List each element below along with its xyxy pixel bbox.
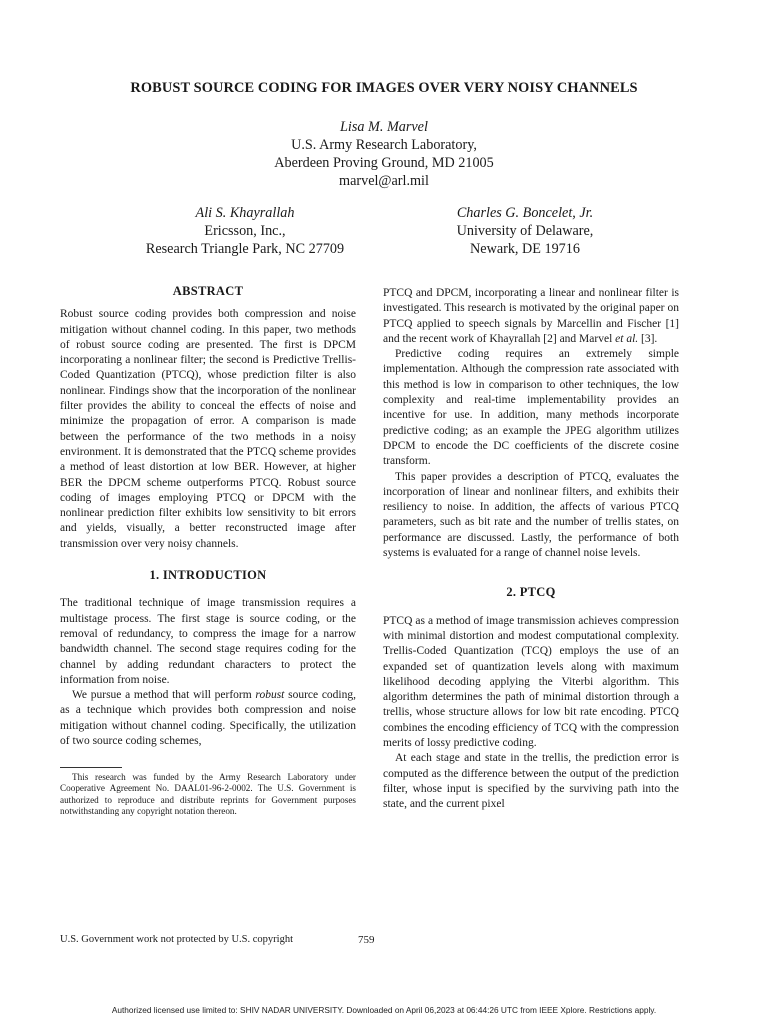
emphasis-robust: robust (255, 689, 285, 702)
author-email: marvel@arl.mil (339, 173, 429, 189)
ptcq-heading: 2. PTCQ (506, 585, 556, 600)
abstract-heading: ABSTRACT (172, 284, 244, 298)
intro-continued-paragraph (383, 286, 679, 347)
author-address: Newark, DE 19716 (470, 241, 580, 257)
intro-paragraph-3: Predictive coding requires an extremely simple implementation. Although the compression rate associated with this method is low in comparison to other techniques, the low complexity and real-time implementability provides an incentive for use. In addition, many methods incorporate predictive coding; as an example the JPEG algorithm utilizes DPCM to encode the DC coefficients of the discrete cosine transform. (383, 348, 679, 468)
author-name: Lisa M. Marvel (340, 119, 428, 135)
license-notice: Authorized licensed use limited to: SHIV NADAR UNIVERSITY. Downloaded on April 06,2023 at 06:44:26 UTC from IEEE Xplore. Restrictions apply. (111, 1005, 657, 1015)
introduction-paragraph-2 (60, 688, 356, 749)
author-name: Charles G. Boncelet, Jr. (456, 205, 594, 221)
author-name: Ali S. Khayrallah (195, 205, 295, 221)
text-span: PTCQ and DPCM, incorporating a linear and nonlinear filter is investigated. This research is motivated by the original paper on PTCQ applied to speech signals by Marcellin and Fischer [1] and the recent work of Khayrallah [2] and Marvel (383, 287, 679, 345)
copyright-notice: U.S. Government work not protected by U.S. copyright (60, 934, 294, 945)
author-address: Research Triangle Park, NC 27709 (145, 241, 345, 257)
footnote-divider (60, 767, 122, 768)
page-number: 759 (358, 934, 375, 946)
ptcq-paragraph-2: At each stage and state in the trellis, the prediction error is computed as the difference between the output of the prediction filter, whose input is specified by the surviving path into the state, and the current pixel (383, 752, 679, 811)
introduction-paragraph-1: The traditional technique of image transmission requires a multistage process. The first stage is source coding, or the removal of redundancy, to compress the image for a narrow bandwidth channel. The second stage requires coding for the channel by adding redundant characters to protect the information from noise. (60, 597, 356, 686)
author-address: Aberdeen Proving Ground, MD 21005 (274, 155, 494, 171)
emphasis-et-al: et al. (615, 332, 639, 345)
author-affiliation: University of Delaware, (456, 223, 594, 239)
footnote: This research was funded by the Army Research Laboratory under Cooperative Agreement No. DAAL01-96-2-0002. The U.S. Government is authorized to reproduce and distribute reprints for Government purposes notwithstanding any copyright notation thereon. (60, 772, 356, 816)
author-block-marvel (0, 118, 768, 190)
author-block-boncelet (400, 204, 650, 258)
text-span: source coding, as a technique which provides both compression and noise mitigation without channel coding. Specifically, the utilization of two source coding schemes, (60, 689, 356, 748)
author-affiliation: U.S. Army Research Laboratory, (291, 137, 477, 153)
author-affiliation: Ericsson, Inc., (204, 223, 286, 239)
ptcq-paragraph-1: PTCQ as a method of image transmission achieves compression with minimal distortion and modest computational complexity. Trellis-Coded Quantization (TCQ) employs the use of an expanded set of quantization levels along with maximum likelihood decoding applying the Viterbi algorithm. This algorithm determines the path of minimal distortion through a trellis, whose structure allows for low bit rate encoding. PTCQ combines the encoding efficiency of TCQ with the compression merits of lossy predictive coding. (383, 614, 679, 750)
introduction-heading: 1. INTRODUCTION (149, 568, 267, 583)
right-column (383, 286, 679, 813)
left-column (60, 284, 356, 749)
abstract-text: Robust source coding provides both compression and noise mitigation without channel coding. In this paper, two methods of robust source coding are presented. The first is DPCM incorporating a nonlinear filter; the second is Predictive Trellis-Coded Quantization (PTCQ), whose prediction filter is also nonlinear. Findings show that the incorporation of the nonlinear filter provides the ability to conceal the effects of noise and minimize the propagation of error. A comparison is made between the performance of the two methods in a noisy environment. It is demonstrated that the PTCQ scheme provides a method of least distortion at low BER. However, at higher BER the DPCM scheme outperforms PTCQ. Robust source coding of images employing PTCQ or DPCM with the nonlinear prediction filter exhibits low sensitivity to bit errors and yields, visually, a better reconstructed image after transmission over very noisy channels. (60, 308, 356, 550)
text-span: We pursue a method that will perform (72, 689, 256, 702)
intro-paragraph-4: This paper provides a description of PTCQ, evaluates the incorporation of linear and nonlinear filters, and exhibits their resiliency to noise. In addition, the affects of various PTCQ parameters, such as bit rate and the number of trellis states, on performance are discussed. Lastly, the performance of both systems is evaluated for a range of channel noise levels. (383, 470, 679, 560)
text-span: [3]. (638, 332, 658, 345)
paper-title: ROBUST SOURCE CODING FOR IMAGES OVER VERY NOISY CHANNELS (130, 80, 638, 96)
author-block-khayrallah (120, 204, 370, 258)
